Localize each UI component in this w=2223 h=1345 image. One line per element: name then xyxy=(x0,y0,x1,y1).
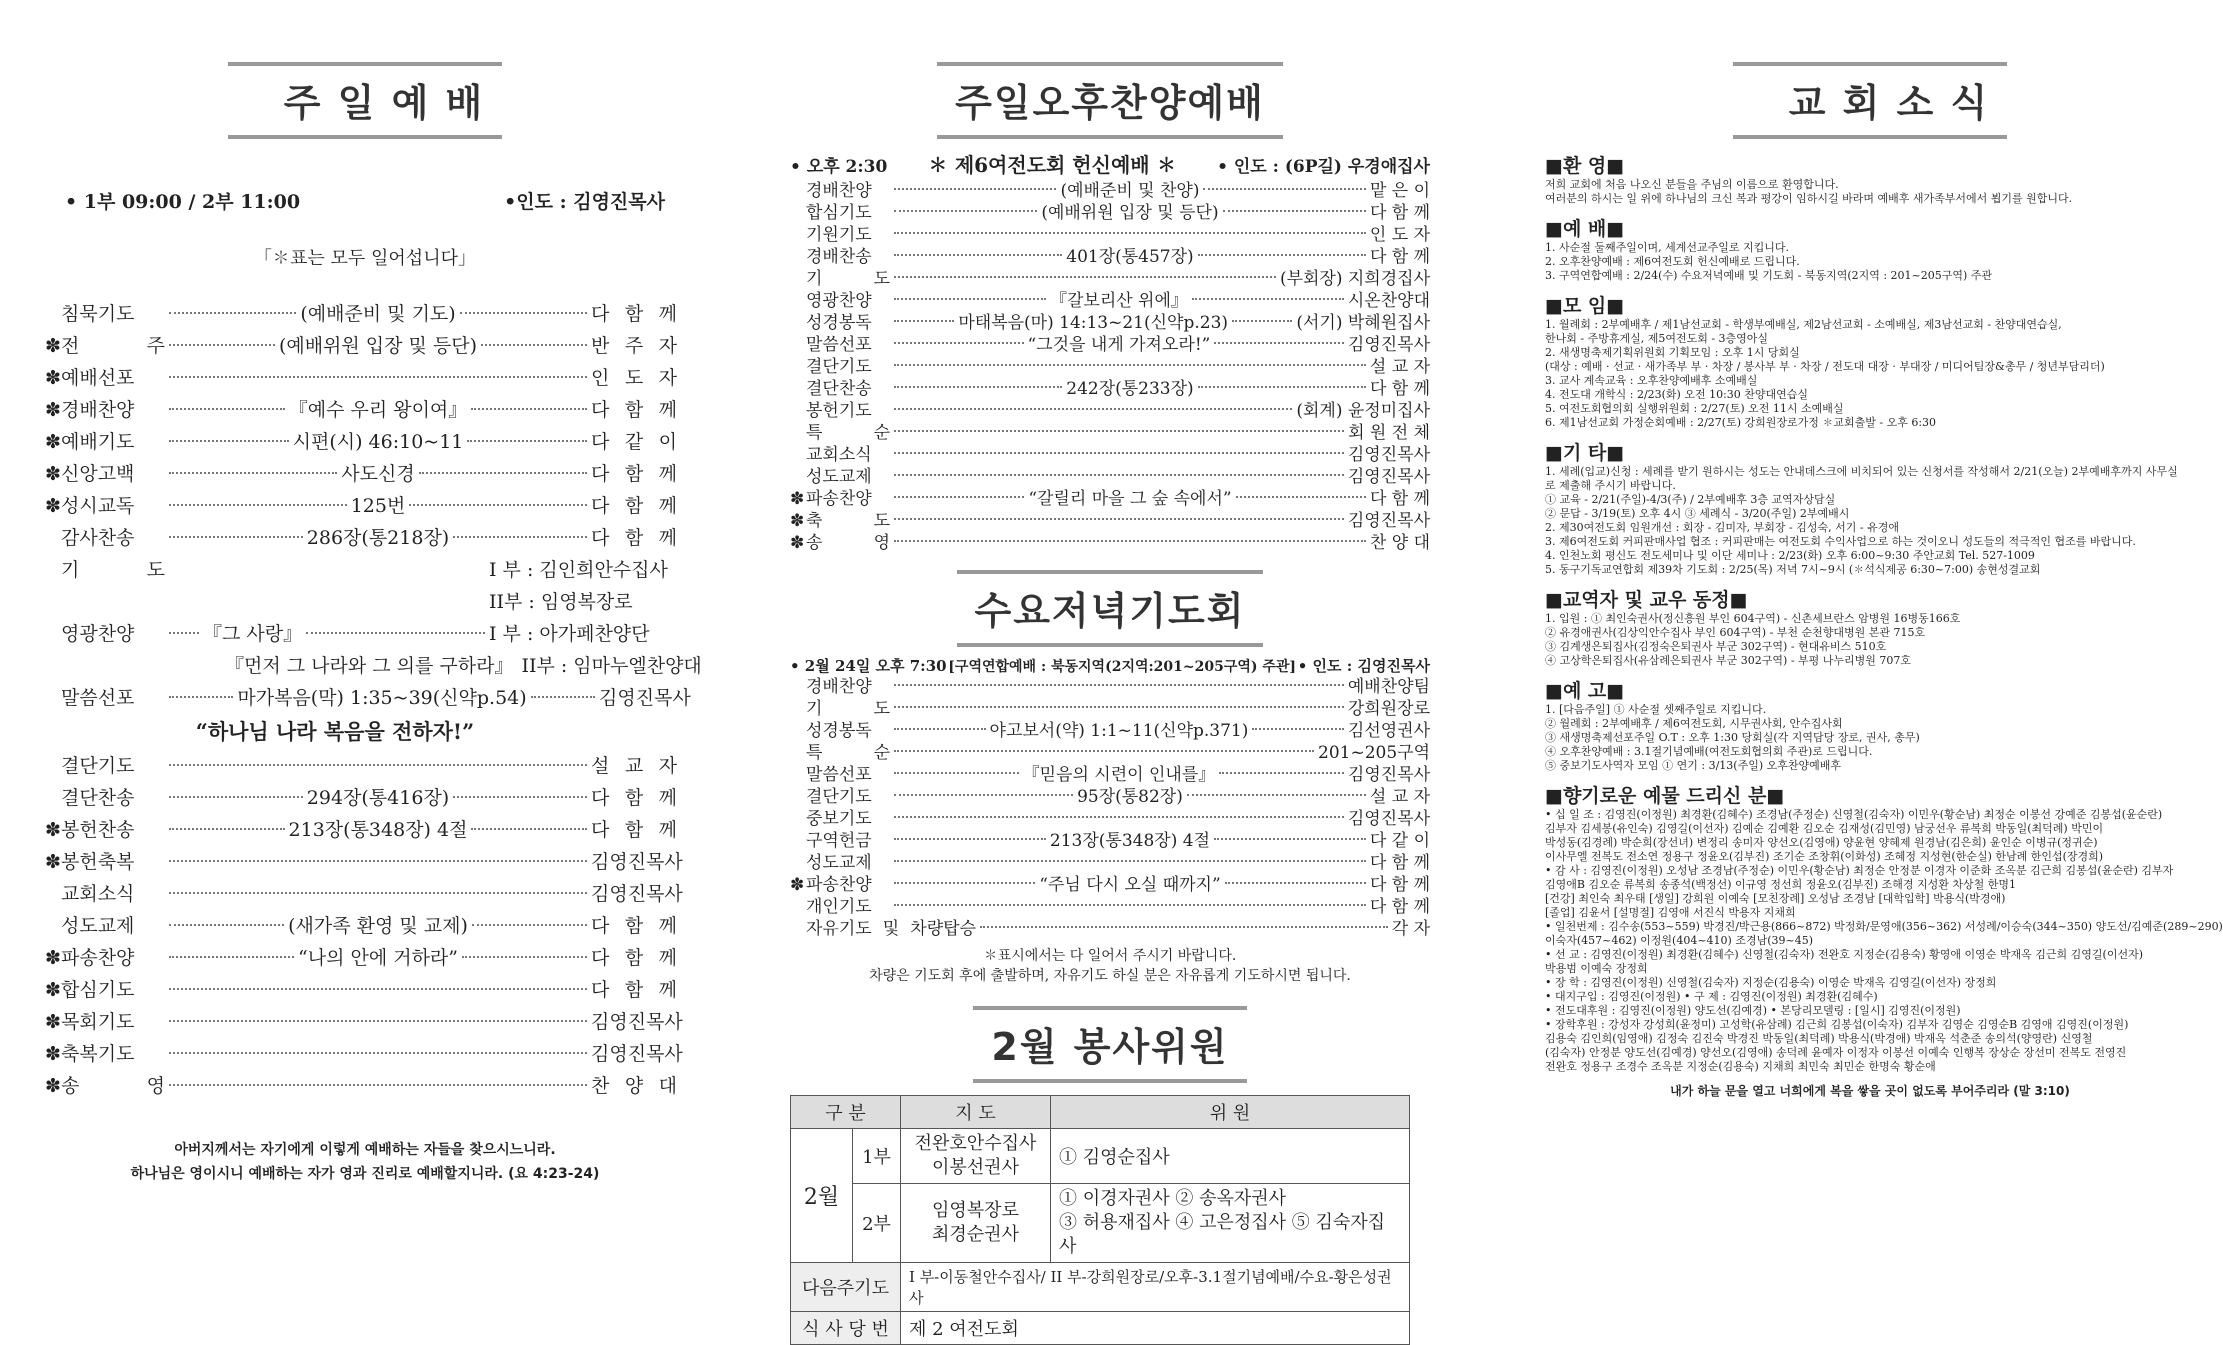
news-line: 1. 사순절 둘째주일이며, 세계선교주일로 지킵니다. xyxy=(1545,241,1789,254)
order-row xyxy=(790,202,1430,224)
order-name: 기 도 xyxy=(806,269,890,289)
table-header: 구 분 지 도 위 원 xyxy=(791,1096,1410,1129)
news-line: (김숙자) 안정분 양도선(김예경) 양선오(김영애) 송덕례 윤예자 이정자 이봉선 이예숙 인행복 장상순 장선미 전복도 전영진 xyxy=(1545,1046,2127,1059)
order-name: 특 순 xyxy=(806,423,890,443)
order-person: 다 함 께 xyxy=(591,495,677,517)
news-line: 김영애B 김오순 류복희 송종석(백정선) 이규영 정선희 정윤오(김부진) 조해경 지성환 차상철 한명1 xyxy=(1545,878,2016,891)
order-row xyxy=(45,522,677,554)
order-list xyxy=(45,298,685,554)
news-line: ① 교육 - 2/21(주일)-4/3(주) / 2부예배후 3층 교역자상담실 xyxy=(1545,493,1836,506)
order-row xyxy=(790,378,1430,400)
order-name: 축 도 xyxy=(806,511,890,531)
prayer-person-2: II부 : 임영복장로 xyxy=(489,591,633,613)
news-line: • 선 교 : 김영진(이정원) 최경환(김혜수) 신영철(김숙자) 전완호 지정순(김용숙) 황영애 이영순 박재옥 김근희 김영길(이선자) xyxy=(1545,948,2143,961)
news-line: ④ 오후찬양예배 : 3.1절기념예배(여전도회협의회 주관)로 드립니다. xyxy=(1545,745,1873,758)
news-line: • 십 일 조 : 김영진(이정원) 최경환(김혜수) 조경남(주정순) 신영철(김숙자) 이민우(황순남) 최정순 이봉선 강예준 김봉섭(윤순란) xyxy=(1545,808,2163,821)
sunday-service-heading xyxy=(45,62,685,139)
order-person: 다 함 께 xyxy=(591,947,678,969)
order-row xyxy=(790,852,1430,874)
table-row: 2부 임영복장로 최경순권사 ① 이경자권사 ② 송옥자권사 ③ 허용재집사 ④ 고은정집사 ⑤ 김숙자집사 xyxy=(791,1184,1410,1263)
order-content: 시편(시) 46:10~11 xyxy=(292,431,464,453)
order-person: 각 자 xyxy=(1391,919,1430,939)
order-row xyxy=(790,786,1430,808)
praise-row: 영광찬양 『그 사랑』 I 부 : 아가페찬양단 xyxy=(45,618,685,650)
order-person: 김선영권사 xyxy=(1347,721,1431,741)
order-person: 인 도 자 xyxy=(591,367,677,389)
news-line: • 감 사 : 김영진(이정원) 오성남 조경남(주정순) 이민우(황순남) 최정순 안정분 이경자 이준화 조옥분 김근희 김봉섭(윤순란) 김부자 xyxy=(1545,864,2174,877)
order-row xyxy=(790,918,1430,940)
order-row xyxy=(790,532,1430,554)
order-row xyxy=(45,362,677,394)
news-section xyxy=(1545,214,2195,283)
news-section-title: ■예 고■ xyxy=(1545,680,1625,702)
standing-notice: 「✽표는 모두 일어섭니다」 xyxy=(254,248,476,269)
order-person: 설 교 자 xyxy=(591,755,677,777)
standing-mark: ✽ xyxy=(45,335,61,357)
order-row xyxy=(790,676,1430,698)
news-line: ② 문답 - 3/19(토) 오후 4시 ③ 세례식 - 3/20(주일) 2부예배시 xyxy=(1545,507,1850,520)
order-person: 김영진목사 xyxy=(1347,335,1431,355)
order-person: 설 교 자 xyxy=(1369,357,1430,377)
order-person: 예배찬양팀 xyxy=(1347,677,1430,697)
news-line: 이사무엘 전복도 전소연 정용구 정윤오(김부진) 조기순 조창휘(이화성) 조혜정 지성현(한순실) 한남례 한인섭(장경희) xyxy=(1545,850,2104,863)
service-time: • 1부 09:00 / 2부 11:00 xyxy=(65,191,301,213)
order-row xyxy=(790,224,1430,246)
news-section xyxy=(1545,676,2195,773)
news-line: [졸업] 김윤서 [설명절] 김영애 서진식 박용자 지채희 xyxy=(1545,906,1796,919)
news-line: 4. 인천노회 평신도 전도세미나 및 이단 세미나 : 2/23(화) 오후 6:00~9:30 주안교회 Tel. 527-1009 xyxy=(1545,549,2035,562)
order-name: 중보기도 xyxy=(806,809,872,829)
standing-mark: ✽ xyxy=(45,851,61,873)
order-row xyxy=(790,444,1430,466)
order-row xyxy=(790,720,1430,742)
news-line: 5. 여전도회협의회 실행위원회 : 2/27(토) 오전 11시 소예배실 xyxy=(1545,402,1844,415)
news-line: • 대지구입 : 김영진(이정원) • 구 제 : 김영진(이정원) 최경환(김혜수) xyxy=(1545,990,1878,1003)
standing-mark: ✽ xyxy=(45,463,61,485)
order-person: 다 함 께 xyxy=(1369,875,1431,895)
order-row xyxy=(45,1006,683,1038)
order-name: 성시교독 xyxy=(61,495,135,517)
news-line: 1. [다음주일] ① 사순절 셋째주일로 지킵니다. xyxy=(1545,703,1767,716)
order-name: 침묵기도 xyxy=(61,303,135,325)
order-name: 특 순 xyxy=(806,743,890,763)
order-content: “그것을 내게 가져오라!” xyxy=(1027,335,1211,355)
order-name: 결단기도 xyxy=(806,357,872,377)
news-line: ⑤ 중보기도사역자 모임 ① 연기 : 3/13(주일) 오후찬양예배후 xyxy=(1545,759,1841,772)
sermon-row: 말씀선포 마가복음(막) 1:35~39(신약p.54) 김영진목사 xyxy=(45,682,685,714)
order-person: 찬 양 대 xyxy=(1369,533,1430,553)
order-name: 경배찬송 xyxy=(806,247,872,267)
order-row xyxy=(790,874,1430,896)
standing-mark: ✽ xyxy=(45,495,61,517)
news-line: 5. 동구기독교연합회 제39차 기도회 : 2/25(목) 저녁 7시~9시 (✽석식제공 6:30~7:00) 송현성결교회 xyxy=(1545,563,2041,576)
news-line: 이숙자(457~462) 이정원(404~410) 조경남(39~45) xyxy=(1545,934,1814,947)
order-person: 반 주 자 xyxy=(591,335,678,357)
order-row xyxy=(45,330,677,362)
news-line: 3. 제6여전도회 커피판매사업 협조 : 커피판매는 여전도회 수익사업으로 하는 것이오니 성도들의 적극적인 협조를 바랍니다. xyxy=(1545,535,2136,548)
order-name: 경배찬양 xyxy=(806,181,872,201)
order-row xyxy=(45,814,677,846)
news-section-title: ■기 타■ xyxy=(1545,442,1625,464)
order-row xyxy=(790,698,1430,720)
order-content: 286장(통218장) xyxy=(306,527,450,549)
news-line: • 장학후원 : 강성자 강성희(윤정미) 고성학(유삼례) 김근희 김봉섭(이숙자) 김부자 김영순 김영순B 김영애 김영진(이정원) xyxy=(1545,1018,2129,1031)
order-person: 다 함 께 xyxy=(1369,853,1430,873)
news-line: (대상 : 예배 · 선교 · 새가족부 부 · 차장 / 봉사부 부 · 차장 / 전도대 대장 · 부대장 / 미디어팀장&총무 / 청년부담리더) xyxy=(1545,360,2105,373)
order-content: 『갈보리산 위에』 xyxy=(1049,291,1188,311)
order-row xyxy=(790,422,1430,444)
table-row: 다음주기도 I 부-이동철안수집사/ II 부-강희원장로/오후-3.1절기념예배/수요-황은성권사 xyxy=(791,1263,1410,1312)
standing-mark: ✽ xyxy=(45,431,61,453)
standing-mark: ✽ xyxy=(790,511,805,531)
order-person: 설 교 자 xyxy=(1369,787,1430,807)
news-line: 박성동(김경례) 박순희(장선녀) 변정리 송미자 양선오(김영애) 양윤현 양혜제 원경남(김은희) 윤인순 이병규(정귀순) xyxy=(1545,836,2098,849)
order-name: 구역헌금 xyxy=(806,831,872,851)
news-line: ② 유경애권사(김상익안수집사 부인 604구역) - 부천 순천향대병원 본관 715호 xyxy=(1545,626,1926,639)
order-name: 성경봉독 xyxy=(806,313,872,333)
order-person: 다 함 께 xyxy=(591,915,677,937)
standing-mark: ✽ xyxy=(790,489,805,509)
order-row xyxy=(45,750,677,782)
order-person: 다 함 께 xyxy=(591,787,678,809)
order-name: 예배선포 xyxy=(61,367,135,389)
order-content: (예배위원 입장 및 등단) xyxy=(1041,203,1219,223)
closing-verse-news: 내가 하늘 문을 열고 너희에게 복을 쌓을 곳이 없도록 부어주리라 (말 3:10) xyxy=(1670,1084,2070,1098)
order-name: 송 영 xyxy=(61,1075,165,1097)
standing-mark: ✽ xyxy=(45,979,61,1001)
order-name: 결단기도 xyxy=(806,787,872,807)
order-person: 김영진목사 xyxy=(1347,445,1430,465)
news-section xyxy=(1545,781,2223,1074)
news-line: ④ 고상학은퇴집사(유삼례은퇴권사 부군 302구역) - 부평 나누리병원 707호 xyxy=(1545,654,1912,667)
prayer-person-1: I 부 : 김인희안수집사 xyxy=(489,559,668,581)
service-meta xyxy=(65,187,665,214)
order-row xyxy=(790,488,1430,510)
wednesday-meta: • 2월 24일 오후 7:30 [구역연합예배 : 북동지역(2지역:201~205구역) 주관] • 인도 : 김영진목사 xyxy=(790,657,1430,675)
closing-verse: 아버지께서는 자기에게 이렇게 예배하는 자들을 찾으시느니라. 하나님은 영이시니 예배하는 자가 영과 진리로 예배할지니라. (요 4:23-24) xyxy=(130,1142,600,1182)
order-person: (부회장) 지희경집사 xyxy=(1279,269,1430,289)
order-content: “나의 안에 거하라” xyxy=(298,947,458,969)
order-name: 경배찬양 xyxy=(806,677,872,697)
news-line: 1. 월례회 : 2부예배후 / 제1남선교회 - 학생부예배실, 제2남선교회 - 소예배실, 제3남선교회 - 찬양대연습실, xyxy=(1545,318,2062,331)
order-name: 성경봉독 xyxy=(806,721,872,741)
order-content: 야고보서(약) 1:1~11(신약p.371) xyxy=(989,721,1249,741)
order-person: 다 함 께 xyxy=(1369,379,1431,399)
order-row xyxy=(45,394,677,426)
order-name: 교회소식 xyxy=(61,883,135,905)
order-person: 인 도 자 xyxy=(1369,225,1430,245)
prayer-row-2 xyxy=(45,586,685,618)
news-line: 저희 교회에 처음 나오신 분들을 주님의 이름으로 환영합니다. xyxy=(1545,178,1839,191)
wednesday-order xyxy=(790,676,1430,940)
order-content: 마태복음(마) 14:13~21(신약p.23) xyxy=(958,313,1229,333)
order-person: 다 함 께 xyxy=(591,527,678,549)
order-name: 축복기도 xyxy=(61,1043,135,1065)
news-line: 2. 새생명축제기획위원회 기획모임 : 오후 1시 당회실 xyxy=(1545,346,1800,359)
order-row xyxy=(45,942,677,974)
order-row xyxy=(45,490,677,522)
news-line: 박용범 이예숙 장정희 xyxy=(1545,962,1648,975)
order-content: 95장(통82장) xyxy=(1077,787,1183,807)
afternoon-subtitle: ✽ 제6여전도회 헌신예배 ✽ xyxy=(927,153,1177,177)
volunteer-table xyxy=(790,1095,1410,1345)
news-section-title: ■교역자 및 교우 동정■ xyxy=(1545,589,1748,611)
order-name: 전 주 xyxy=(61,335,165,357)
order-person: 다 함 께 xyxy=(591,979,677,1001)
order-person: 김영진목사 xyxy=(591,1043,683,1065)
news-section xyxy=(1545,151,2195,206)
order-person: 다 함 께 xyxy=(591,399,677,421)
order-row xyxy=(45,878,683,910)
table-row: 2월 1부 전완호안수집사 이봉선권사 ① 김영순집사 xyxy=(791,1129,1410,1184)
order-row xyxy=(790,290,1430,312)
prayer-row: 기 도 I 부 : 김인희안수집사 xyxy=(45,554,685,586)
service-leader: •인도 : 김영진목사 xyxy=(504,191,665,213)
order-row xyxy=(790,808,1430,830)
order-person: 다 함 께 xyxy=(591,463,678,485)
standing-mark: ✽ xyxy=(45,1011,61,1033)
order-person: 찬 양 대 xyxy=(591,1075,677,1097)
news-section-title: ■향기로운 예물 드리신 분■ xyxy=(1545,785,1785,807)
order-name: 신앙고백 xyxy=(61,463,135,485)
order-content: 213장(통348장) 4절 xyxy=(288,819,468,841)
order-name: 경배찬양 xyxy=(61,399,135,421)
sermon-passage: 마가복음(막) 1:35~39(신약p.54) xyxy=(237,687,527,709)
order-content: “갈릴리 마을 그 숲 속에서” xyxy=(1028,489,1232,509)
page-title: 주 일 예 배 xyxy=(228,62,503,139)
order-name: 감사찬송 xyxy=(61,527,135,549)
order-name: 목회기도 xyxy=(61,1011,135,1033)
order-content: (예배준비 및 기도) xyxy=(300,303,456,325)
order-content: (예배위원 입장 및 등단) xyxy=(278,335,478,357)
afternoon-heading: 주일오후찬양예배 xyxy=(790,62,1430,139)
order-person: 다 함 께 xyxy=(591,303,678,325)
news-line: ③ 김계생은퇴집사(김정숙은퇴권사 부군 302구역) - 현대유비스 510호 xyxy=(1545,640,1887,653)
order-row xyxy=(790,764,1430,786)
afternoon-service-column xyxy=(790,0,1431,1340)
order-name: 자유기도 및 차량탑승 xyxy=(806,919,976,939)
order-name: 합심기도 xyxy=(61,979,135,1001)
order-person: 김영진목사 xyxy=(1347,765,1431,785)
praise-team-2: II부 : 임마누엘찬양대 xyxy=(521,655,702,677)
praise-row-2 xyxy=(45,650,702,682)
order-person: 다 함 께 xyxy=(1369,489,1431,509)
order-row xyxy=(790,466,1430,488)
order-content: (예배준비 및 찬양) xyxy=(1060,181,1200,201)
order-content: 125번 xyxy=(350,495,406,517)
news-line: 1. 세례(입교)신청 : 세례를 받기 원하시는 성도는 안내데스크에 비치되어 있는 신청서를 작성해서 2/21(오늘) 2부예배후까지 사무실 xyxy=(1545,465,2178,478)
standing-mark: ✽ xyxy=(45,367,61,389)
order-content: 사도신경 xyxy=(341,463,415,485)
order-person: (서기) 박혜원집사 xyxy=(1296,313,1430,333)
order-row xyxy=(790,356,1430,378)
order-person: 시온찬양대 xyxy=(1347,291,1430,311)
order-name: 봉헌찬송 xyxy=(61,819,135,841)
standing-mark: ✽ xyxy=(790,875,805,895)
order-content: 294장(통416장) xyxy=(306,787,450,809)
order-content: 401장(통457장) xyxy=(1066,247,1194,267)
news-line: 3. 교사 계속교육 : 오후찬양예배후 소예배실 xyxy=(1545,374,1758,387)
news-section-title: ■예 배■ xyxy=(1545,218,1625,240)
news-line: [건강] 최인숙 최우태 [생일] 강희원 이예숙 [모친장례] 오성남 조경남 [대학입학] 박용식(박경애) xyxy=(1545,892,2006,905)
order-person: 김영진목사 xyxy=(591,1011,683,1033)
news-line: ② 월례회 : 2부예배후 / 제6여전도회, 시무권사회, 안수집사회 xyxy=(1545,717,1843,730)
order-name: 기원기도 xyxy=(806,225,872,245)
order-row xyxy=(790,334,1430,356)
news-section xyxy=(1545,585,2195,668)
news-line: 2. 제30여전도회 임원개선 : 회장 - 김미자, 부회장 - 김성숙, 서기 - 유경애 xyxy=(1545,521,1899,534)
news-line: 김부자 김세봉(유인숙) 김영길(이선자) 김예순 김예환 김오순 김재성(김민영) 남궁선우 류복희 박동일(최덕례) 박민이 xyxy=(1545,822,2104,835)
order-person: 김영진목사 xyxy=(1347,467,1430,487)
order-content: 242장(통233장) xyxy=(1066,379,1194,399)
order-row xyxy=(45,974,677,1006)
order-person: 김영진목사 xyxy=(591,883,683,905)
order-name: 파송찬양 xyxy=(61,947,135,969)
order-row xyxy=(45,1038,683,1070)
order-row xyxy=(790,742,1430,764)
order-person: 김영진목사 xyxy=(1347,511,1430,531)
volunteer-heading: 2월 봉사위원 xyxy=(790,1006,1430,1083)
order-name: 성도교제 xyxy=(806,853,872,873)
order-row xyxy=(45,426,677,458)
standing-mark: ✽ xyxy=(45,819,61,841)
afternoon-time: • 오후 2:30 xyxy=(790,157,888,177)
wednesday-notes: ✽표시에서는 다 일어서 주시기 바랍니다. 차량은 기도회 후에 출발하며, 자유기도 하실 분은 자유롭게 기도하시면 됩니다. xyxy=(869,948,1351,984)
order-content: “주님 다시 오실 때까지” xyxy=(1039,875,1221,895)
news-section xyxy=(1545,291,2195,430)
order-person: 다 함 께 xyxy=(1369,203,1431,223)
order-name: 파송찬양 xyxy=(806,875,872,895)
news-line: 전완호 정용구 조경수 조옥분 지정순(김용숙) 지채희 최민숙 최민순 한명숙 황순애 xyxy=(1545,1060,1936,1073)
order-row xyxy=(790,400,1430,422)
news-line: 3. 구역연합예배 : 2/24(수) 수요저녁예배 및 기도회 - 북동지역(2지역 : 201~205구역) 주관 xyxy=(1545,269,1993,282)
sermon-title: “하나님 나라 복음을 전하자!” xyxy=(195,719,475,744)
afternoon-meta xyxy=(790,149,1430,178)
news-line: 1. 입원 : ① 최인숙권사(정신흥원 부인 604구역) - 신촌세브란스 암병원 16병동166호 xyxy=(1545,612,1961,625)
news-line: 여러분의 하시는 일 위에 하나님의 크신 복과 평강이 임하시길 바라며 예배후 새가족부서에서 뵙기를 원합니다. xyxy=(1545,192,2073,205)
order-person: 회 원 전 체 xyxy=(1348,423,1430,443)
order-name: 파송찬양 xyxy=(806,489,872,509)
praise-song-2: 『먼저 그 나라와 그 의를 구하라』 xyxy=(225,655,514,677)
news-line: 4. 전도대 개학식 : 2/23(화) 오전 10:30 찬양대연습실 xyxy=(1545,388,1809,401)
order-person: 다 함 께 xyxy=(591,819,677,841)
order-name: 봉헌축복 xyxy=(61,851,135,873)
news-heading: 교 회 소 식 xyxy=(1545,62,2195,139)
order-person: (회계) 윤정미집사 xyxy=(1296,401,1430,421)
news-line: • 전도대후원 : 김영진(이정원) 양도선(김예경) • 본당리모델링 : [일시] 김영진(이정원) xyxy=(1545,1004,1961,1017)
order-row xyxy=(790,268,1430,290)
order-person: 201~205구역 xyxy=(1318,743,1430,763)
order-name: 기 도 xyxy=(806,699,890,719)
news-line: 로 제출해 주시기 바랍니다. xyxy=(1545,479,1676,492)
news-section-title: ■모 임■ xyxy=(1545,295,1625,317)
order-row xyxy=(790,312,1430,334)
order-row xyxy=(790,180,1430,202)
order-row xyxy=(45,846,683,878)
order-name: 말씀선포 xyxy=(806,765,872,785)
order-person: 김영진목사 xyxy=(591,851,683,873)
news-section-title: ■환 영■ xyxy=(1545,155,1625,177)
news-line: ③ 새생명축제선포주일 O.T : 오후 1:30 당회실(각 지역담당 장로, 권사, 총무) xyxy=(1545,731,1920,744)
order-content: 213장(통348장) 4절 xyxy=(1049,831,1210,851)
order-list-2 xyxy=(45,750,685,1102)
order-content: (새가족 환영 및 교제) xyxy=(288,915,468,937)
order-person: 다 같 이 xyxy=(591,431,677,453)
news-line: • 일천번제 : 김수송(553~559) 박경진/박근용(866~872) 박정화/문영애(356~362) 서성례/이승숙(344~350) 양도선/김예준(289~290) xyxy=(1545,920,2223,933)
praise-team-1: I 부 : 아가페찬양단 xyxy=(489,623,650,645)
order-row xyxy=(45,298,677,330)
order-person: 다 함 께 xyxy=(1369,247,1431,267)
order-row xyxy=(45,1070,677,1102)
standing-mark: ✽ xyxy=(45,1075,61,1097)
order-name: 결단기도 xyxy=(61,755,135,777)
order-row xyxy=(790,896,1430,918)
order-name: 송 영 xyxy=(806,533,890,553)
order-content: 『믿음의 시련이 인내를』 xyxy=(1022,765,1216,785)
church-news-column xyxy=(1545,0,2223,1240)
order-name: 성도교제 xyxy=(806,467,872,487)
order-row xyxy=(45,458,677,490)
order-name: 결단찬송 xyxy=(61,787,135,809)
afternoon-leader: • 인도 : (6P길) 우경애집사 xyxy=(1217,157,1430,177)
order-row xyxy=(790,830,1430,852)
order-row xyxy=(45,782,677,814)
order-name: 예배기도 xyxy=(61,431,135,453)
order-content: 『예수 우리 왕이여』 xyxy=(288,399,468,421)
standing-mark: ✽ xyxy=(45,1043,61,1065)
order-person: 강희원장로 xyxy=(1347,699,1430,719)
news-section xyxy=(1545,438,2195,577)
order-name: 결단찬송 xyxy=(806,379,872,399)
table-row: 식 사 당 번 제 2 여전도회 xyxy=(791,1312,1410,1345)
order-row xyxy=(790,510,1430,532)
news-line: • 장 학 : 김영진(이정원) 신영철(김숙자) 지정순(김용숙) 이영순 박재옥 김영길(이선자) 장정희 xyxy=(1545,976,1997,989)
order-name: 말씀선포 xyxy=(806,335,872,355)
order-person: 다 함 께 xyxy=(1369,897,1430,917)
order-name: 영광찬양 xyxy=(806,291,872,311)
news-line: 6. 제1남선교회 가정순회예배 : 2/27(토) 강희원장로가정 ✽교회출발 - 오후 6:30 xyxy=(1545,416,1937,429)
sunday-service-column xyxy=(45,0,702,1240)
order-name: 개인기도 xyxy=(806,897,872,917)
news-line: 2. 오후찬양예배 : 제6여전도회 헌신예배로 드립니다. xyxy=(1545,255,1800,268)
praise-song-1: 『그 사랑』 xyxy=(203,623,303,645)
order-person: 다 같 이 xyxy=(1369,831,1430,851)
standing-mark: ✽ xyxy=(790,533,805,553)
order-name: 봉헌기도 xyxy=(806,401,872,421)
standing-mark: ✽ xyxy=(45,399,61,421)
order-name: 교회소식 xyxy=(806,445,872,465)
wednesday-heading: 수요저녁기도회 xyxy=(790,570,1430,647)
order-name: 합심기도 xyxy=(806,203,872,223)
news-sections xyxy=(1545,151,2223,1074)
order-row xyxy=(790,246,1430,268)
order-person: 맡 은 이 xyxy=(1369,181,1431,201)
news-line: 한나회 - 주방휴게실, 제5여전도회 - 3층영아실 xyxy=(1545,332,1769,345)
order-row xyxy=(45,910,677,942)
standing-mark: ✽ xyxy=(45,947,61,969)
news-line: 김용숙 김인희(임영애) 김정숙 김진숙 박경진 박동일(최덕례) 박용식(박경애) 박재옥 석춘준 송의석(양영란) 신영철 xyxy=(1545,1032,2093,1045)
afternoon-order xyxy=(790,180,1430,554)
order-person: 김영진목사 xyxy=(1347,809,1430,829)
order-name: 성도교제 xyxy=(61,915,135,937)
